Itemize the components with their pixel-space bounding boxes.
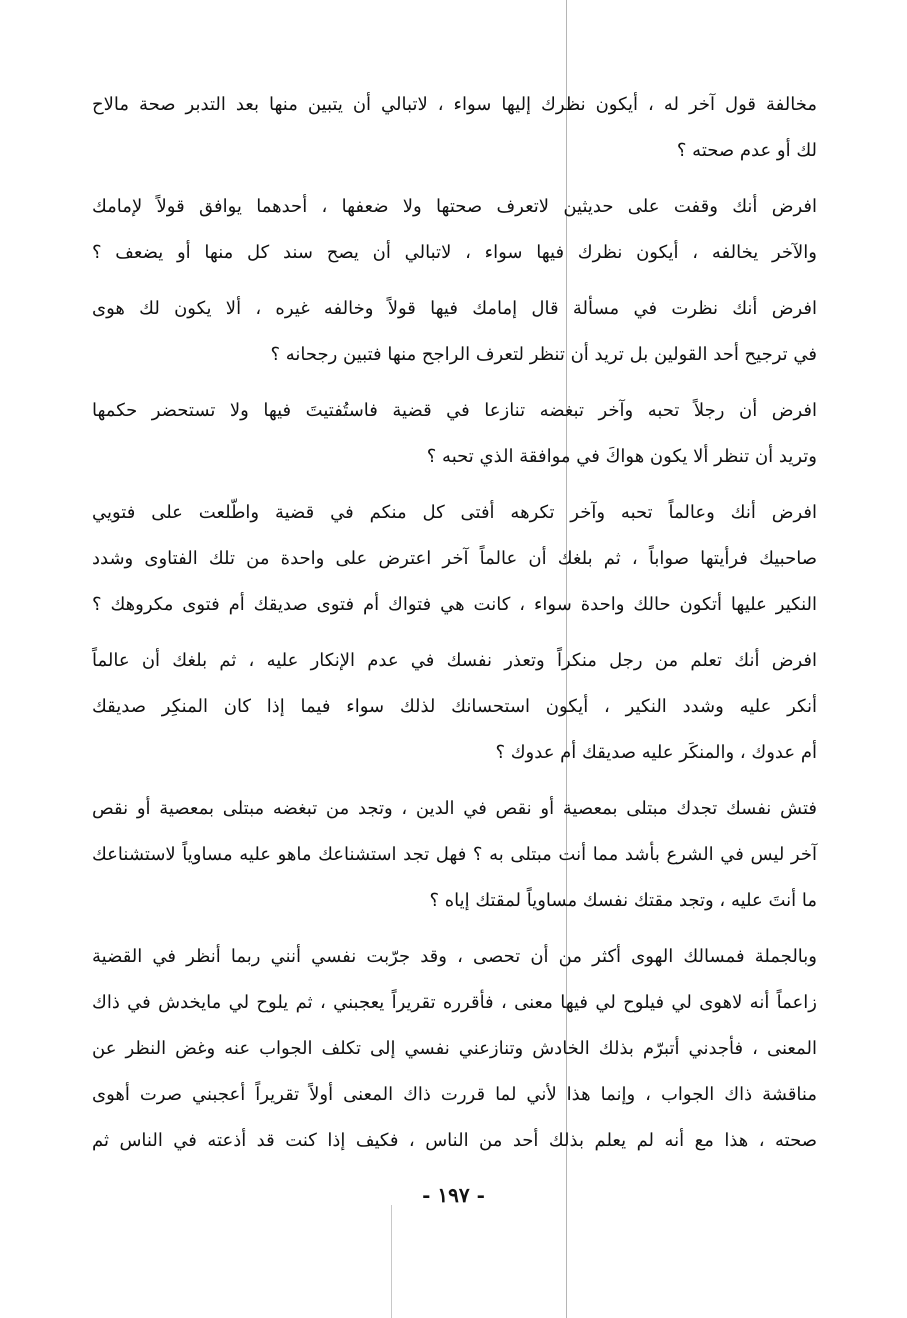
text-line: فتش نفسك تجدك مبتلى بمعصية أو نقص في الدين ، وتجد من تبغضه مبتلى بمعصية أو نقص — [92, 798, 817, 819]
page-fold-line-lower — [391, 1205, 392, 1318]
text-line: المعنى ، فأجدني أتبرّم بذلك الخادش وتنازعني نفسي إلى تكلف الجواب عنه وغض النظر عن — [92, 1038, 817, 1059]
text-line: افرض أنك نظرت في مسألة قال إمامك فيها قولاً وخالفه غيره ، ألا يكون لك هوى — [92, 298, 817, 319]
text-line: مخالفة قول آخر له ، أيكون نظرك إليها سواء ، لاتبالي أن يتبين منها بعد التدبر صحة مالاح — [92, 94, 817, 115]
text-line: آخر ليس في الشرع بأشد مما أنت مبتلى به ؟ فهل تجد استشناعك ماهو عليه مساوياً لاستشناعك — [92, 844, 817, 865]
text-line: افرض أنك تعلم من رجل منكراً وتعذر نفسك في عدم الإنكار عليه ، ثم بلغك أن عالماً — [92, 650, 817, 671]
text-line: مناقشة ذاك الجواب ، وإنما هذا لأني لما قررت ذاك المعنى أولاً تقريراً أعجبني صرت أهوى — [92, 1084, 817, 1105]
text-line: لك أو عدم صحته ؟ — [676, 140, 817, 161]
text-line: النكير عليها أتكون حالك واحدة سواء ، كانت هي فتواك أم فتوى صديقك أم فتوى مكروهك ؟ — [92, 594, 817, 615]
text-line: والآخر يخالفه ، أيكون نظرك فيها سواء ، لاتبالي أن يصح سند كل منها أو يضعف ؟ — [92, 242, 817, 263]
text-line: زاعماً أنه لاهوى لي فيلوح لي فيها معنى ، فأقرره تقريراً يعجبني ، ثم يلوح لي مايخدش في ذاك — [92, 992, 817, 1013]
text-line: وبالجملة فمسالك الهوى أكثر من أن تحصى ، وقد جرّبت نفسي أنني ربما أنظر في القضية — [92, 946, 817, 967]
page-number: - ١٩٧ - — [422, 1183, 485, 1207]
body-text — [92, 92, 817, 1154]
text-line: افرض أنك وعالماً تحبه وآخر تكرهه أفتى كل منكم في قضية واطّلعت على فتويي — [92, 502, 817, 523]
text-line: افرض أنك وقفت على حديثين لاتعرف صحتها ولا ضعفها ، أحدهما يوافق قولاً لإمامك — [92, 196, 817, 217]
text-line: صاحبيك فرأيتها صواباً ، ثم بلغك أن عالماً آخر اعترض على واحدة من تلك الفتاوى وشدد — [92, 548, 817, 569]
text-line: افرض أن رجلاً تحبه وآخر تبغضه تنازعا في قضية فاستُفتيتَ فيها ولا تستحضر حكمها — [92, 400, 817, 421]
text-line: صحته ، هذا مع أنه لم يعلم بذلك أحد من الناس ، فكيف إذا كنت قد أذعته في الناس ثم — [92, 1130, 817, 1151]
text-line: أم عدوك ، والمنكَر عليه صديقك أم عدوك ؟ — [495, 742, 817, 763]
text-line: وتريد أن تنظر ألا يكون هواكَ في موافقة الذي تحبه ؟ — [426, 446, 817, 467]
text-line: في ترجيح أحد القولين بل تريد أن تنظر لتعرف الراجح منها فتبين رجحانه ؟ — [270, 344, 817, 365]
text-line: ما أنتَ عليه ، وتجد مقتك نفسك مساوياً لمقتك إياه ؟ — [429, 890, 817, 911]
text-line: أنكر عليه وشدد النكير ، أيكون استحسانك لذلك سواء فيما إذا كان المنكِر صديقك — [92, 696, 817, 717]
